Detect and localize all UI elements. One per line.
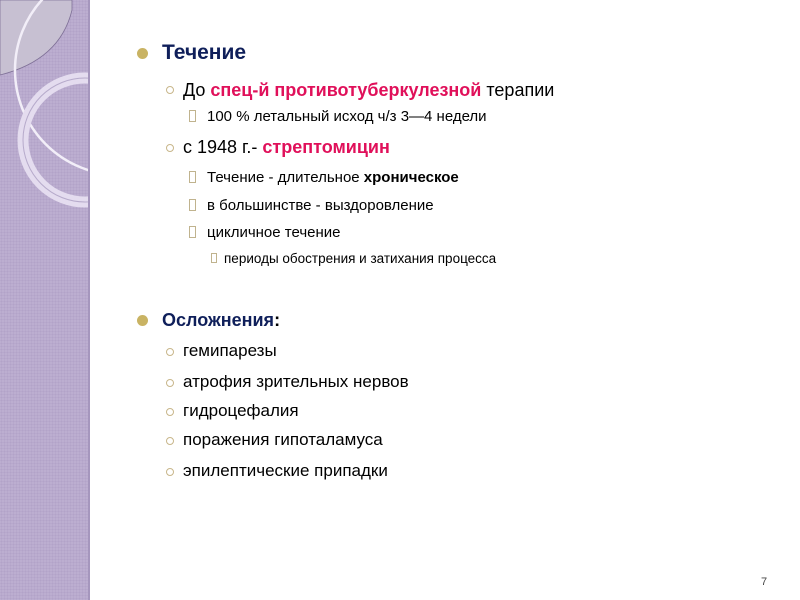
section-title-complications [162, 310, 280, 331]
bullet-icon [137, 48, 148, 59]
bullet-icon [166, 468, 174, 476]
list-item: в большинстве - выздоровление [207, 197, 434, 214]
highlight-text: стрептомицин [262, 137, 390, 157]
bullet-icon [189, 171, 196, 183]
list-item [207, 169, 459, 186]
bullet-icon [189, 226, 196, 238]
text: с 1948 г.- [183, 137, 263, 157]
bullet-icon [166, 144, 174, 152]
text: До [183, 80, 211, 100]
bullet-icon [189, 110, 196, 122]
bullet-icon [166, 408, 174, 416]
list-item: 100 % летальный исход ч/з 3—4 недели [207, 108, 487, 125]
list-item: гемипарезы [183, 341, 277, 360]
list-item [183, 80, 554, 101]
highlight-text: спец-й противотуберкулезной [210, 80, 482, 100]
page-number: 7 [761, 576, 768, 588]
list-item: поражения гипоталамуса [183, 430, 383, 449]
list-item: гидроцефалия [183, 401, 299, 420]
list-item: эпилептические припадки [183, 461, 388, 480]
bullet-icon [137, 315, 148, 326]
text: Течение - длительное [207, 169, 364, 186]
bullet-icon [166, 86, 174, 94]
bullet-icon [189, 199, 196, 211]
list-item: атрофия зрительных нервов [183, 372, 409, 391]
decorative-circles-icon [0, 0, 88, 600]
text: Осложнения [162, 310, 275, 330]
list-item [183, 137, 390, 158]
bullet-icon [211, 253, 217, 263]
list-item: периоды обострения и затихания процесса [224, 251, 497, 266]
section-title-course: Течение [162, 41, 247, 64]
text: : [274, 310, 281, 330]
bold-text: хроническое [363, 169, 459, 186]
bullet-icon [166, 437, 174, 445]
list-item: цикличное течение [207, 224, 341, 241]
text: терапии [481, 80, 555, 100]
bullet-icon [166, 348, 174, 356]
bullet-icon [166, 379, 174, 387]
decorative-sidebar [0, 0, 90, 600]
